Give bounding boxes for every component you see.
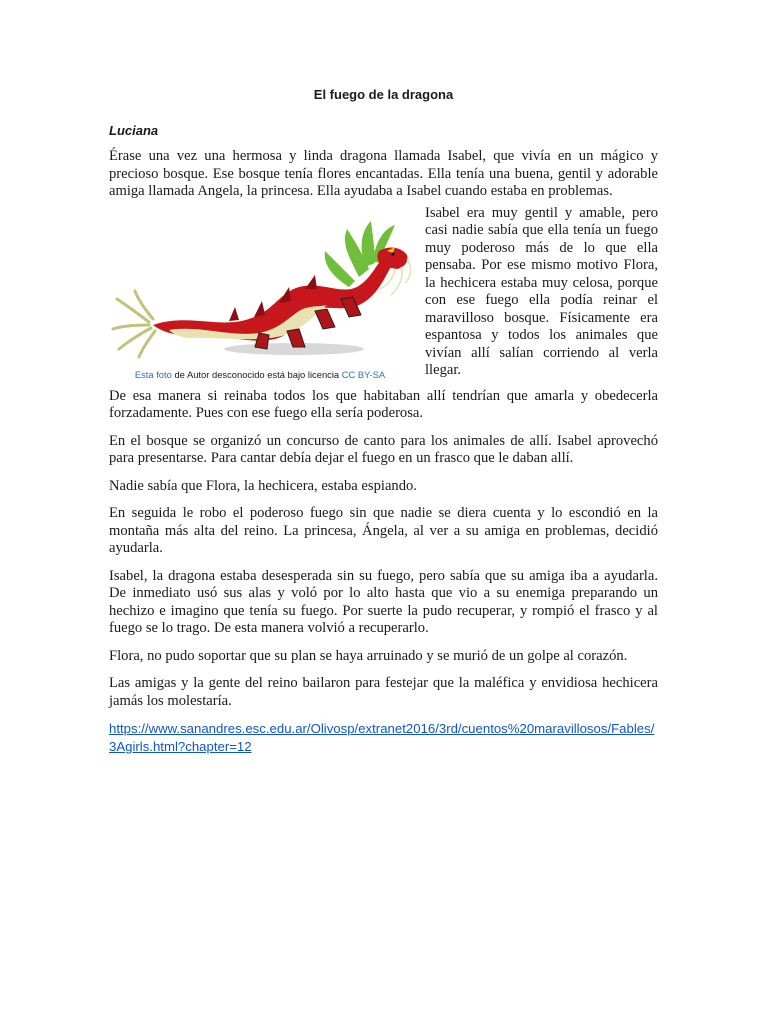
paragraph-5: Nadie sabía que Flora, la hechicera, estaba espiando. (109, 477, 417, 494)
paragraph-9: Las amigas y la gente del reino bailaron para festejar que la maléfica y envidiosa hechicera jamás los molestaría. (109, 675, 658, 709)
document-page (109, 86, 658, 756)
paragraph-4: En el bosque se organizó un concurso de canto para los animales de allí. Isabel aprovechó para presentarse. Para cantar debía dejar el fuego en un frasco que le daban allí. (109, 432, 658, 466)
paragraph-8: Flora, no pudo soportar que su plan se haya arruinado y se murió de un golpe al corazón. (109, 647, 628, 664)
story-author: Luciana (109, 123, 159, 138)
paragraph-3: De esa manera si reinaba todos los que habitaban allí tendrían que amarla y obedecerla forzadamente. Pues con ese fuego ella sería poderosa. (109, 387, 658, 421)
caption-text: de Autor desconocido está bajo licencia (171, 368, 342, 380)
paragraph-1: Érase una vez una hermosa y linda dragona llamada Isabel, que vivía en un mágico y precioso bosque. Ese bosque tenía flores encantadas. Ella tenía una buena, gentil y adorable amiga llamada Angela, la princesa. Ella ayudaba a Isabel cuando estaba en problemas. (109, 148, 658, 199)
paragraph-6: En seguida le robo el poderoso fuego sin que nadie se diera cuenta y lo escondió en la montaña más alta del reino. La princesa, Ángela, al ver a su amiga en problemas, decidió ayudarla. (109, 505, 658, 556)
dragon-illustration (109, 207, 411, 365)
paragraph-2: Isabel era muy gentil y amable, pero casi nadie sabía que ella tenía un fuego muy poderoso más de lo que ella pensaba. Por ese mismo motivo Flora, la hechicera estaba muy celosa, porque con ese fuego ella podía reinar el maravilloso bosque. Físicamente era espantosa y todos los animales que vivían allí salían corriendo al verla llegar. (425, 204, 658, 378)
caption-link-foto[interactable]: Esta foto (134, 368, 172, 380)
figure-caption (109, 369, 411, 380)
caption-link-license[interactable]: CC BY-SA (341, 368, 386, 380)
story-title: El fuego de la dragona (313, 87, 454, 102)
dragon-figure (109, 207, 411, 380)
source-link[interactable]: https://www.sanandres.esc.edu.ar/Olivosp/extranet2016/3rd/cuentos%20maravillosos/Fables/3Agirls.html?chapter=12 (109, 721, 655, 754)
paragraph-7: Isabel, la dragona estaba desesperada sin su fuego, pero sabía que su amiga iba a ayudarla. De inmediato usó sus alas y voló por lo alto hasta que vio a su enemiga preparando un hechizo e imagino que tenía su fuego. Por suerte la pudo recuperar, y rompió el frasco y al fuego se lo trago. De esta manera volvió a recuperarlo. (109, 567, 658, 636)
